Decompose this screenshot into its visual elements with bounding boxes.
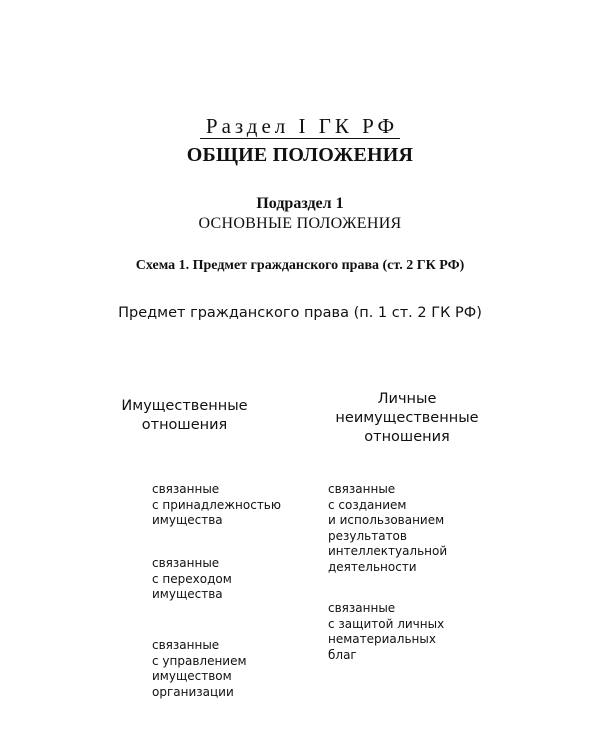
personal-relations-item: связанные с защитой личных нематериальных благ	[328, 601, 445, 662]
property-relations-item: связанные с управлением имуществом организации	[152, 638, 247, 699]
property-relations-item: связанные с переходом имущества	[152, 556, 232, 602]
property-relations-heading: Имущественные отношения	[121, 398, 248, 433]
subsection-label: Подраздел 1	[256, 195, 344, 212]
section-subtitle: ОБЩИЕ ПОЛОЖЕНИЯ	[186, 144, 414, 166]
section-title-text: Раздел I ГК РФ	[200, 114, 400, 139]
subsection-title: ОСНОВНЫЕ ПОЛОЖЕНИЯ	[198, 215, 402, 232]
personal-relations-item: связанные с созданием и использованием результатов интеллектуальной деятельности	[328, 482, 448, 574]
section-title	[0, 113, 600, 139]
personal-non-property-relations-heading: Личные неимущественные отношения	[335, 391, 479, 445]
property-relations-item: связанные с принадлежностью имущества	[152, 482, 281, 528]
diagram-subject: Предмет гражданского права (п. 1 ст. 2 ГК РФ)	[118, 305, 482, 321]
scheme-caption: Схема 1. Предмет гражданского права (ст. 2 ГК РФ)	[135, 258, 465, 273]
